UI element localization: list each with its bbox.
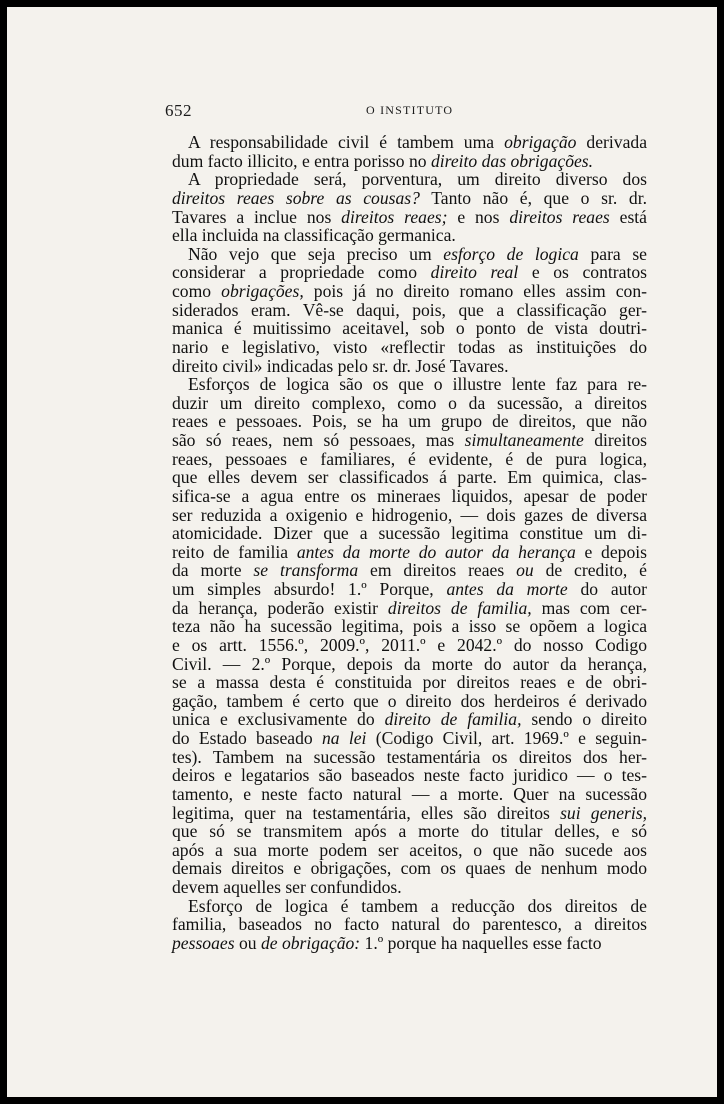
paragraph: [172, 897, 647, 953]
text-run: de credito, é: [533, 560, 647, 581]
text-run: (Codigo Civil, art. 1969.º e seguin-: [366, 728, 647, 748]
text-line: [172, 748, 647, 767]
text-run: e depois: [575, 541, 647, 562]
text-line: [172, 655, 647, 674]
text-run: Esforço de logica é tambem a reducção dos direitos de: [188, 895, 647, 916]
page-number: 652: [165, 101, 192, 120]
text-run: tamento, e neste facto natural — a morte. Quer na sucessão: [172, 783, 647, 804]
text-line: [172, 822, 647, 841]
italic-text: direito de familia,: [384, 709, 522, 730]
italic-text: esforço de logica: [443, 243, 579, 264]
text-line: [172, 357, 647, 376]
paragraph: [172, 133, 647, 170]
italic-text: direito real: [430, 262, 519, 283]
text-run: ou: [234, 932, 261, 953]
text-line: [172, 617, 647, 636]
text-run: ella incluida na classificação germanica.: [172, 225, 456, 246]
text-line: [172, 245, 647, 264]
text-line: [172, 878, 647, 897]
text-run: se a massa desta é constituida por direitos reaes e de obri-: [172, 672, 647, 693]
italic-text: pessoaes: [172, 932, 235, 953]
italic-text: direitos de familia,: [387, 597, 532, 618]
text-run: para se: [578, 243, 647, 264]
text-run: gação, tambem é certo que o direito dos herdeiros é derivado: [172, 690, 647, 711]
text-run: tes). Tambem na sucessão testamentária os direitos dos her-: [172, 746, 647, 767]
text-line: [172, 673, 647, 692]
text-line: [172, 282, 647, 301]
text-line: [172, 468, 647, 487]
text-line: [172, 804, 647, 823]
page-header: [7, 101, 717, 121]
text-run: do Estado baseado: [172, 728, 322, 748]
text-line: [172, 170, 647, 189]
italic-text: antes da morte do autor da herança: [296, 541, 576, 562]
text-run: após a sua morte podem ser aceitos, o que não sucede aos: [172, 839, 647, 860]
text-run: mas com cer-: [531, 597, 647, 618]
text-run: são só reaes, nem só pessoaes, mas: [172, 430, 465, 450]
text-run: familia, baseados no facto natural do parentesco, a direitos: [172, 914, 647, 935]
text-line: [172, 450, 647, 469]
text-run: reaes e pessoaes. Pois, se ha um grupo de direitos, que não: [172, 411, 647, 432]
text-line: [172, 692, 647, 711]
italic-text: na lei: [321, 728, 367, 748]
text-line: [172, 561, 647, 580]
text-run: que só se transmitem após a morte do titular delles, e só: [172, 821, 647, 842]
text-run: nario e legislativo, visto «reflectir todas as instituições do: [172, 336, 647, 357]
text-line: [172, 524, 647, 543]
text-run: e os contratos: [518, 262, 647, 283]
text-run: do autor: [567, 579, 647, 599]
text-run: 1.º porque ha naquelles esse facto: [360, 932, 602, 953]
text-line: [172, 208, 647, 227]
body-text: [172, 133, 647, 953]
text-run: um simples absurdo! 1.º Porque,: [172, 579, 447, 599]
italic-text: de obrigação:: [260, 932, 361, 953]
text-line: [172, 189, 647, 208]
italic-text: direitos reaes: [509, 206, 610, 227]
text-line: [172, 543, 647, 562]
text-line: [172, 636, 647, 655]
text-line: [172, 375, 647, 394]
text-run: está: [609, 206, 647, 227]
text-run: deiros e legatarios são baseados neste facto juridico — o tes-: [172, 765, 647, 786]
text-line: [172, 412, 647, 431]
italic-text: sui generis,: [560, 802, 647, 823]
text-line: [172, 152, 647, 171]
text-line: [172, 394, 647, 413]
text-run: unica e exclusivamente do: [172, 709, 385, 730]
book-page: [7, 7, 717, 1097]
text-run: pois já no direito romano elles assim con-: [303, 281, 647, 301]
running-title: O INSTITUTO: [366, 103, 454, 117]
italic-text: antes da morte: [446, 579, 568, 599]
italic-text: se transforma: [253, 560, 359, 581]
text-line: [172, 226, 647, 245]
text-run: considerar a propriedade como: [172, 262, 431, 283]
text-line: [172, 915, 647, 934]
text-run: ser reduzida a oxigenio e hidrogenio, — dois gazes de diversa: [172, 504, 647, 525]
paragraph: [172, 245, 647, 375]
paragraph: [172, 375, 647, 897]
text-run: Não vejo que seja preciso um: [188, 243, 444, 264]
text-line: [172, 785, 647, 804]
text-line: [172, 133, 647, 152]
text-line: [172, 301, 647, 320]
text-run: siderados eram. Vê-se daqui, pois, que a classificação ger-: [172, 299, 647, 320]
text-run: legitima, quer na testamentária, elles são direitos: [172, 802, 561, 823]
italic-text: direito das obrigações.: [430, 150, 594, 171]
text-run: teza não ha sucessão legitima, pois a isso se opõem a logica: [172, 616, 647, 637]
text-run: Civil. — 2.º Porque, depois da morte do autor da herança,: [172, 653, 647, 674]
italic-text: direitos reaes sobre as cousas?: [172, 187, 420, 208]
text-run: A responsabilidade civil é tambem uma: [188, 132, 505, 152]
text-line: [172, 766, 647, 785]
text-run: e os artt. 1556.º, 2009.º, 2011.º e 2042.º do nosso Codigo: [172, 634, 647, 655]
text-line: [172, 729, 647, 748]
text-run: demais direitos e obrigações, com os quaes de nenhum modo: [172, 858, 647, 879]
text-run: derivada: [576, 132, 647, 152]
italic-text: obrigação: [504, 132, 577, 152]
text-line: [172, 580, 647, 599]
text-run: A propriedade será, porventura, um direito diverso dos: [188, 169, 647, 190]
text-run: manica é muitissimo aceitavel, sob o ponto de vista doutri-: [172, 318, 647, 339]
text-run: da morte: [172, 560, 254, 581]
text-run: sifica-se a agua entre os mineraes liquidos, apesar de poder: [172, 485, 647, 506]
text-line: [172, 599, 647, 618]
text-line: [172, 487, 647, 506]
text-line: [172, 934, 647, 953]
text-line: [172, 859, 647, 878]
italic-text: direitos reaes;: [341, 206, 448, 227]
paragraph: [172, 170, 647, 245]
text-run: sendo o direito: [521, 709, 647, 730]
text-run: Tavares a inclue nos: [172, 206, 342, 227]
italic-text: simultaneamente: [464, 430, 584, 450]
text-run: que elles devem ser classificados á parte. Em quimica, clas-: [172, 467, 647, 488]
text-line: [172, 897, 647, 916]
text-run: atomicidade. Dizer que a sucessão legitima constitue um di-: [172, 523, 647, 544]
text-line: [172, 431, 647, 450]
italic-text: ou: [516, 560, 534, 581]
text-line: [172, 710, 647, 729]
text-run: dum facto illicito, e entra porisso no: [172, 150, 431, 171]
text-run: Esforços de logica são os que o illustre lente faz para re-: [188, 374, 647, 395]
text-run: reaes, pessoaes e familiares, é evidente, é de pura logica,: [172, 448, 647, 469]
text-run: Tanto não é, que o sr. dr.: [419, 187, 647, 208]
text-line: [172, 841, 647, 860]
text-run: como: [172, 281, 222, 301]
text-run: e nos: [447, 206, 510, 227]
text-line: [172, 506, 647, 525]
text-run: da herança, poderão existir: [172, 597, 388, 618]
text-line: [172, 338, 647, 357]
text-run: em direitos reaes: [358, 560, 517, 581]
text-line: [172, 263, 647, 282]
text-line: [172, 319, 647, 338]
text-run: reito de familia: [172, 541, 297, 562]
text-run: direitos: [583, 430, 648, 450]
text-run: direito civil» indicadas pelo sr. dr. José Tavares.: [172, 355, 509, 376]
italic-text: obrigações,: [221, 281, 304, 301]
text-run: devem aquelles ser confundidos.: [172, 877, 402, 897]
text-run: duzir um direito complexo, como o da sucessão, a direitos: [172, 392, 647, 413]
